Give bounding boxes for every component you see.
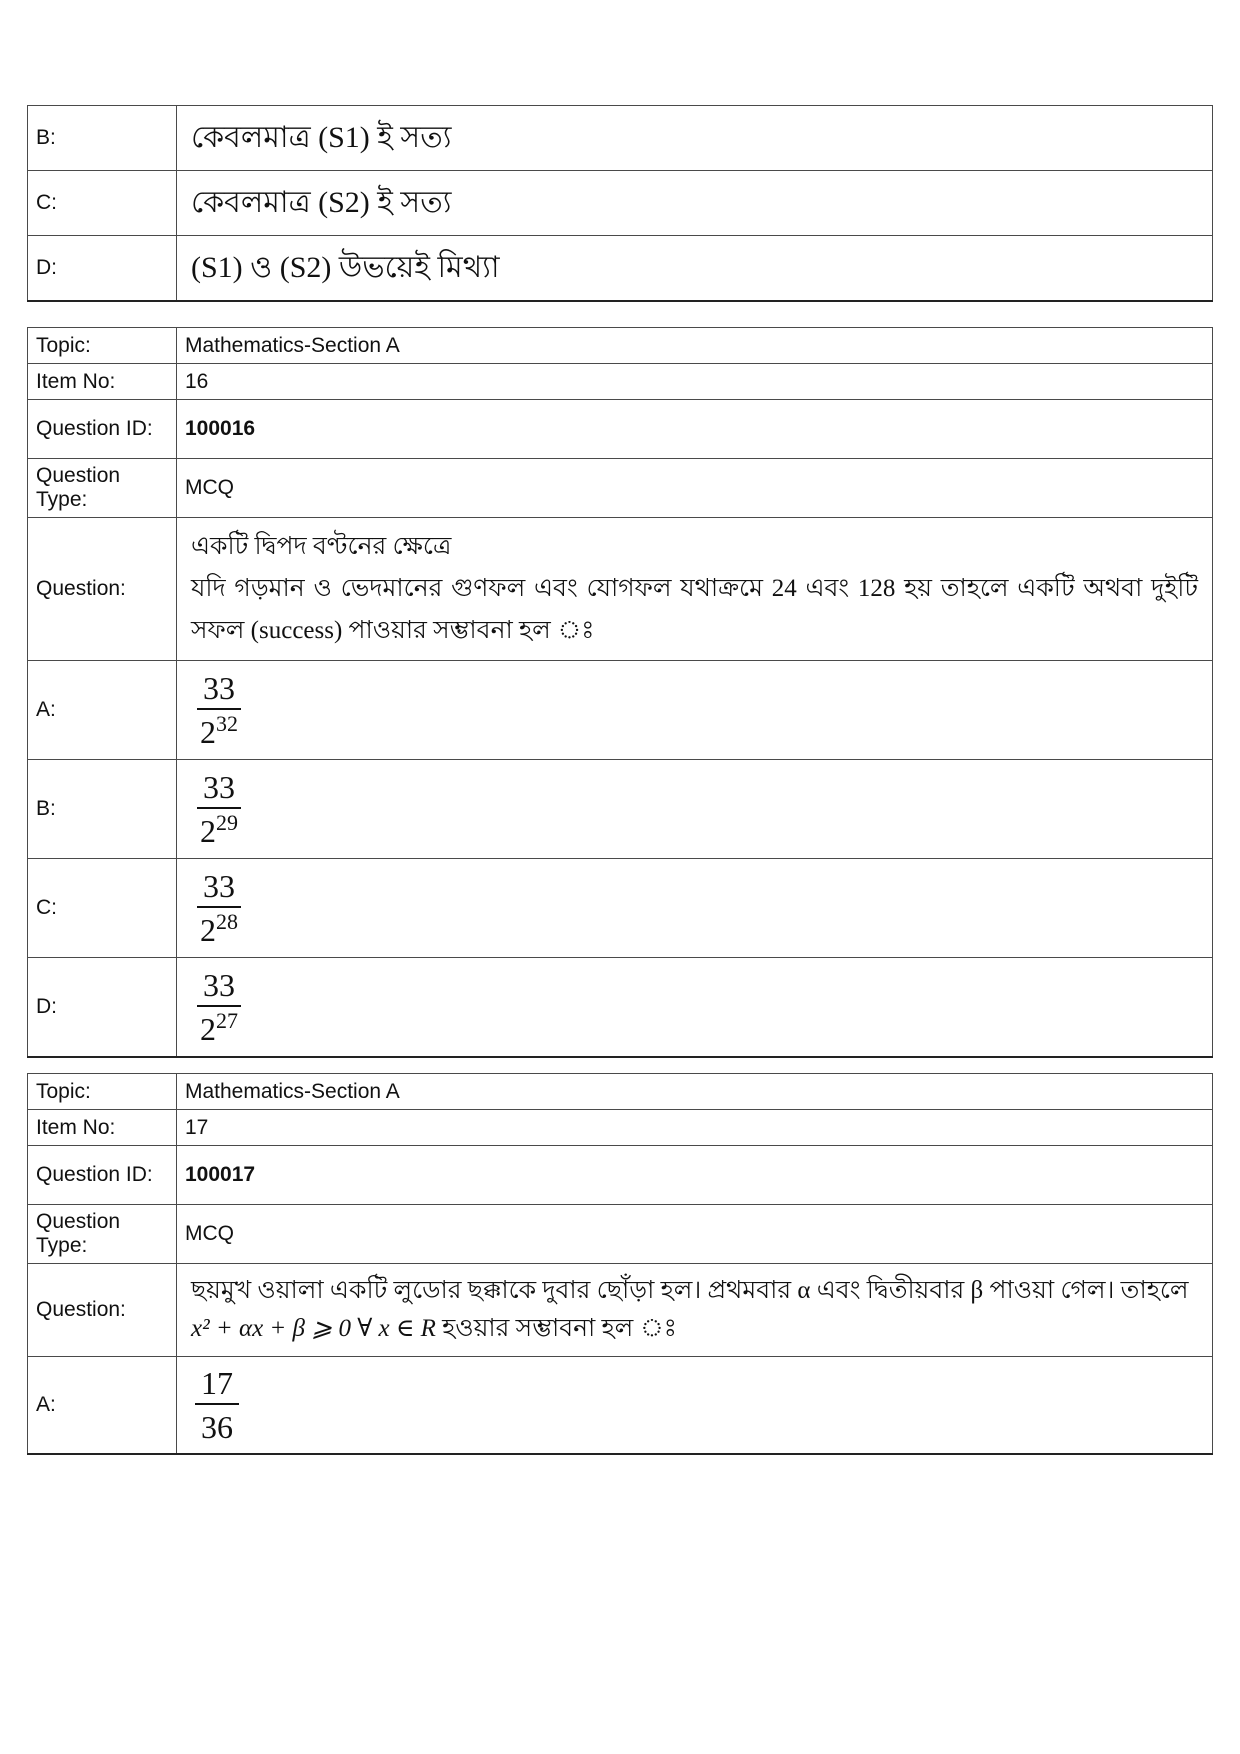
question-line-2 bbox=[191, 1310, 1198, 1348]
fraction bbox=[195, 1365, 239, 1445]
question-id-label: Question ID: bbox=[28, 400, 177, 459]
option-label: D: bbox=[28, 236, 177, 301]
fraction bbox=[197, 967, 241, 1047]
option-label: A: bbox=[28, 1357, 177, 1454]
inequality-expression: x² + αx + β ⩾ 0 ∀ x ∈ R bbox=[191, 1315, 436, 1342]
option-d bbox=[177, 958, 1213, 1057]
denominator bbox=[200, 810, 238, 849]
option-label: C: bbox=[28, 171, 177, 236]
option-label: A: bbox=[28, 661, 177, 760]
question-label: Question: bbox=[28, 518, 177, 661]
question-text bbox=[177, 1264, 1213, 1357]
exponent: 27 bbox=[216, 1007, 238, 1033]
fraction bbox=[197, 769, 241, 849]
fraction-bar bbox=[195, 1403, 239, 1405]
numerator: 33 bbox=[203, 769, 235, 805]
prev-question-options bbox=[27, 105, 1213, 302]
numerator: 17 bbox=[201, 1364, 233, 1401]
option-text: কেবলমাত্র (S2) ই সত্য bbox=[177, 171, 1213, 236]
question-line-1: একটি দ্বিপদ বণ্টনের ক্ষেত্রে bbox=[191, 533, 452, 560]
exponent: 29 bbox=[216, 810, 238, 835]
base: 2 bbox=[200, 912, 216, 948]
fraction-bar bbox=[197, 708, 241, 710]
exponent: 28 bbox=[216, 909, 238, 934]
question-id-value: 100016 bbox=[177, 400, 1213, 459]
numerator: 33 bbox=[203, 868, 235, 904]
denominator bbox=[200, 1007, 238, 1047]
topic-label: Topic: bbox=[28, 328, 177, 364]
fraction bbox=[197, 868, 241, 948]
fraction-bar bbox=[197, 807, 241, 809]
question-line-2: যদি গড়মান ও ভেদমানের গুণফল এবং যোগফল যথাক্রমে 24 এবং 128 হয় তাহলে একটি অথবা দুইটি সফল (success) পাওয়ার সম্ভাবনা হল ঃ bbox=[191, 575, 1198, 644]
option-text: কেবলমাত্র (S1) ই সত্য bbox=[177, 106, 1213, 171]
denominator bbox=[200, 909, 238, 948]
topic-value: Mathematics-Section A bbox=[177, 1074, 1213, 1110]
question-id-label: Question ID: bbox=[28, 1146, 177, 1205]
question-text bbox=[177, 518, 1213, 661]
option-a bbox=[177, 1357, 1213, 1454]
option-label: B: bbox=[28, 760, 177, 859]
question-line-1: ছয়মুখ ওয়ালা একটি লুডোর ছক্কাকে দুবার ছোঁড়া হল। প্রথমবার α এবং দ্বিতীয়বার β পাওয়া গেল। তাহলে bbox=[191, 1277, 1189, 1304]
question-16-table bbox=[27, 327, 1213, 1058]
fraction bbox=[197, 670, 241, 750]
item-no-value: 16 bbox=[177, 364, 1213, 400]
question-type-value: MCQ bbox=[177, 459, 1213, 518]
denominator bbox=[200, 711, 238, 750]
fraction-bar bbox=[197, 906, 241, 908]
item-no-label: Item No: bbox=[28, 364, 177, 400]
fraction-bar bbox=[197, 1005, 241, 1007]
question-type-value: MCQ bbox=[177, 1205, 1213, 1264]
option-c bbox=[177, 859, 1213, 958]
question-tail: হওয়ার সম্ভাবনা হল ঃ bbox=[442, 1315, 677, 1342]
option-label: D: bbox=[28, 958, 177, 1057]
item-no-label: Item No: bbox=[28, 1110, 177, 1146]
numerator: 33 bbox=[203, 670, 235, 706]
base: 2 bbox=[200, 714, 216, 750]
option-text: (S1) ও (S2) উভয়েই মিথ্যা bbox=[177, 236, 1213, 301]
option-b bbox=[177, 760, 1213, 859]
option-label: B: bbox=[28, 106, 177, 171]
numerator: 33 bbox=[203, 966, 235, 1003]
base: 2 bbox=[200, 1010, 216, 1047]
topic-value: Mathematics-Section A bbox=[177, 328, 1213, 364]
option-label: C: bbox=[28, 859, 177, 958]
exponent: 32 bbox=[216, 711, 238, 736]
option-a bbox=[177, 661, 1213, 760]
item-no-value: 17 bbox=[177, 1110, 1213, 1146]
question-id-value: 100017 bbox=[177, 1146, 1213, 1205]
question-type-label: Question Type: bbox=[28, 1205, 177, 1264]
question-label: Question: bbox=[28, 1264, 177, 1357]
base: 2 bbox=[200, 813, 216, 849]
question-17-table bbox=[27, 1073, 1213, 1455]
denominator: 36 bbox=[201, 1408, 233, 1445]
topic-label: Topic: bbox=[28, 1074, 177, 1110]
question-type-label: Question Type: bbox=[28, 459, 177, 518]
